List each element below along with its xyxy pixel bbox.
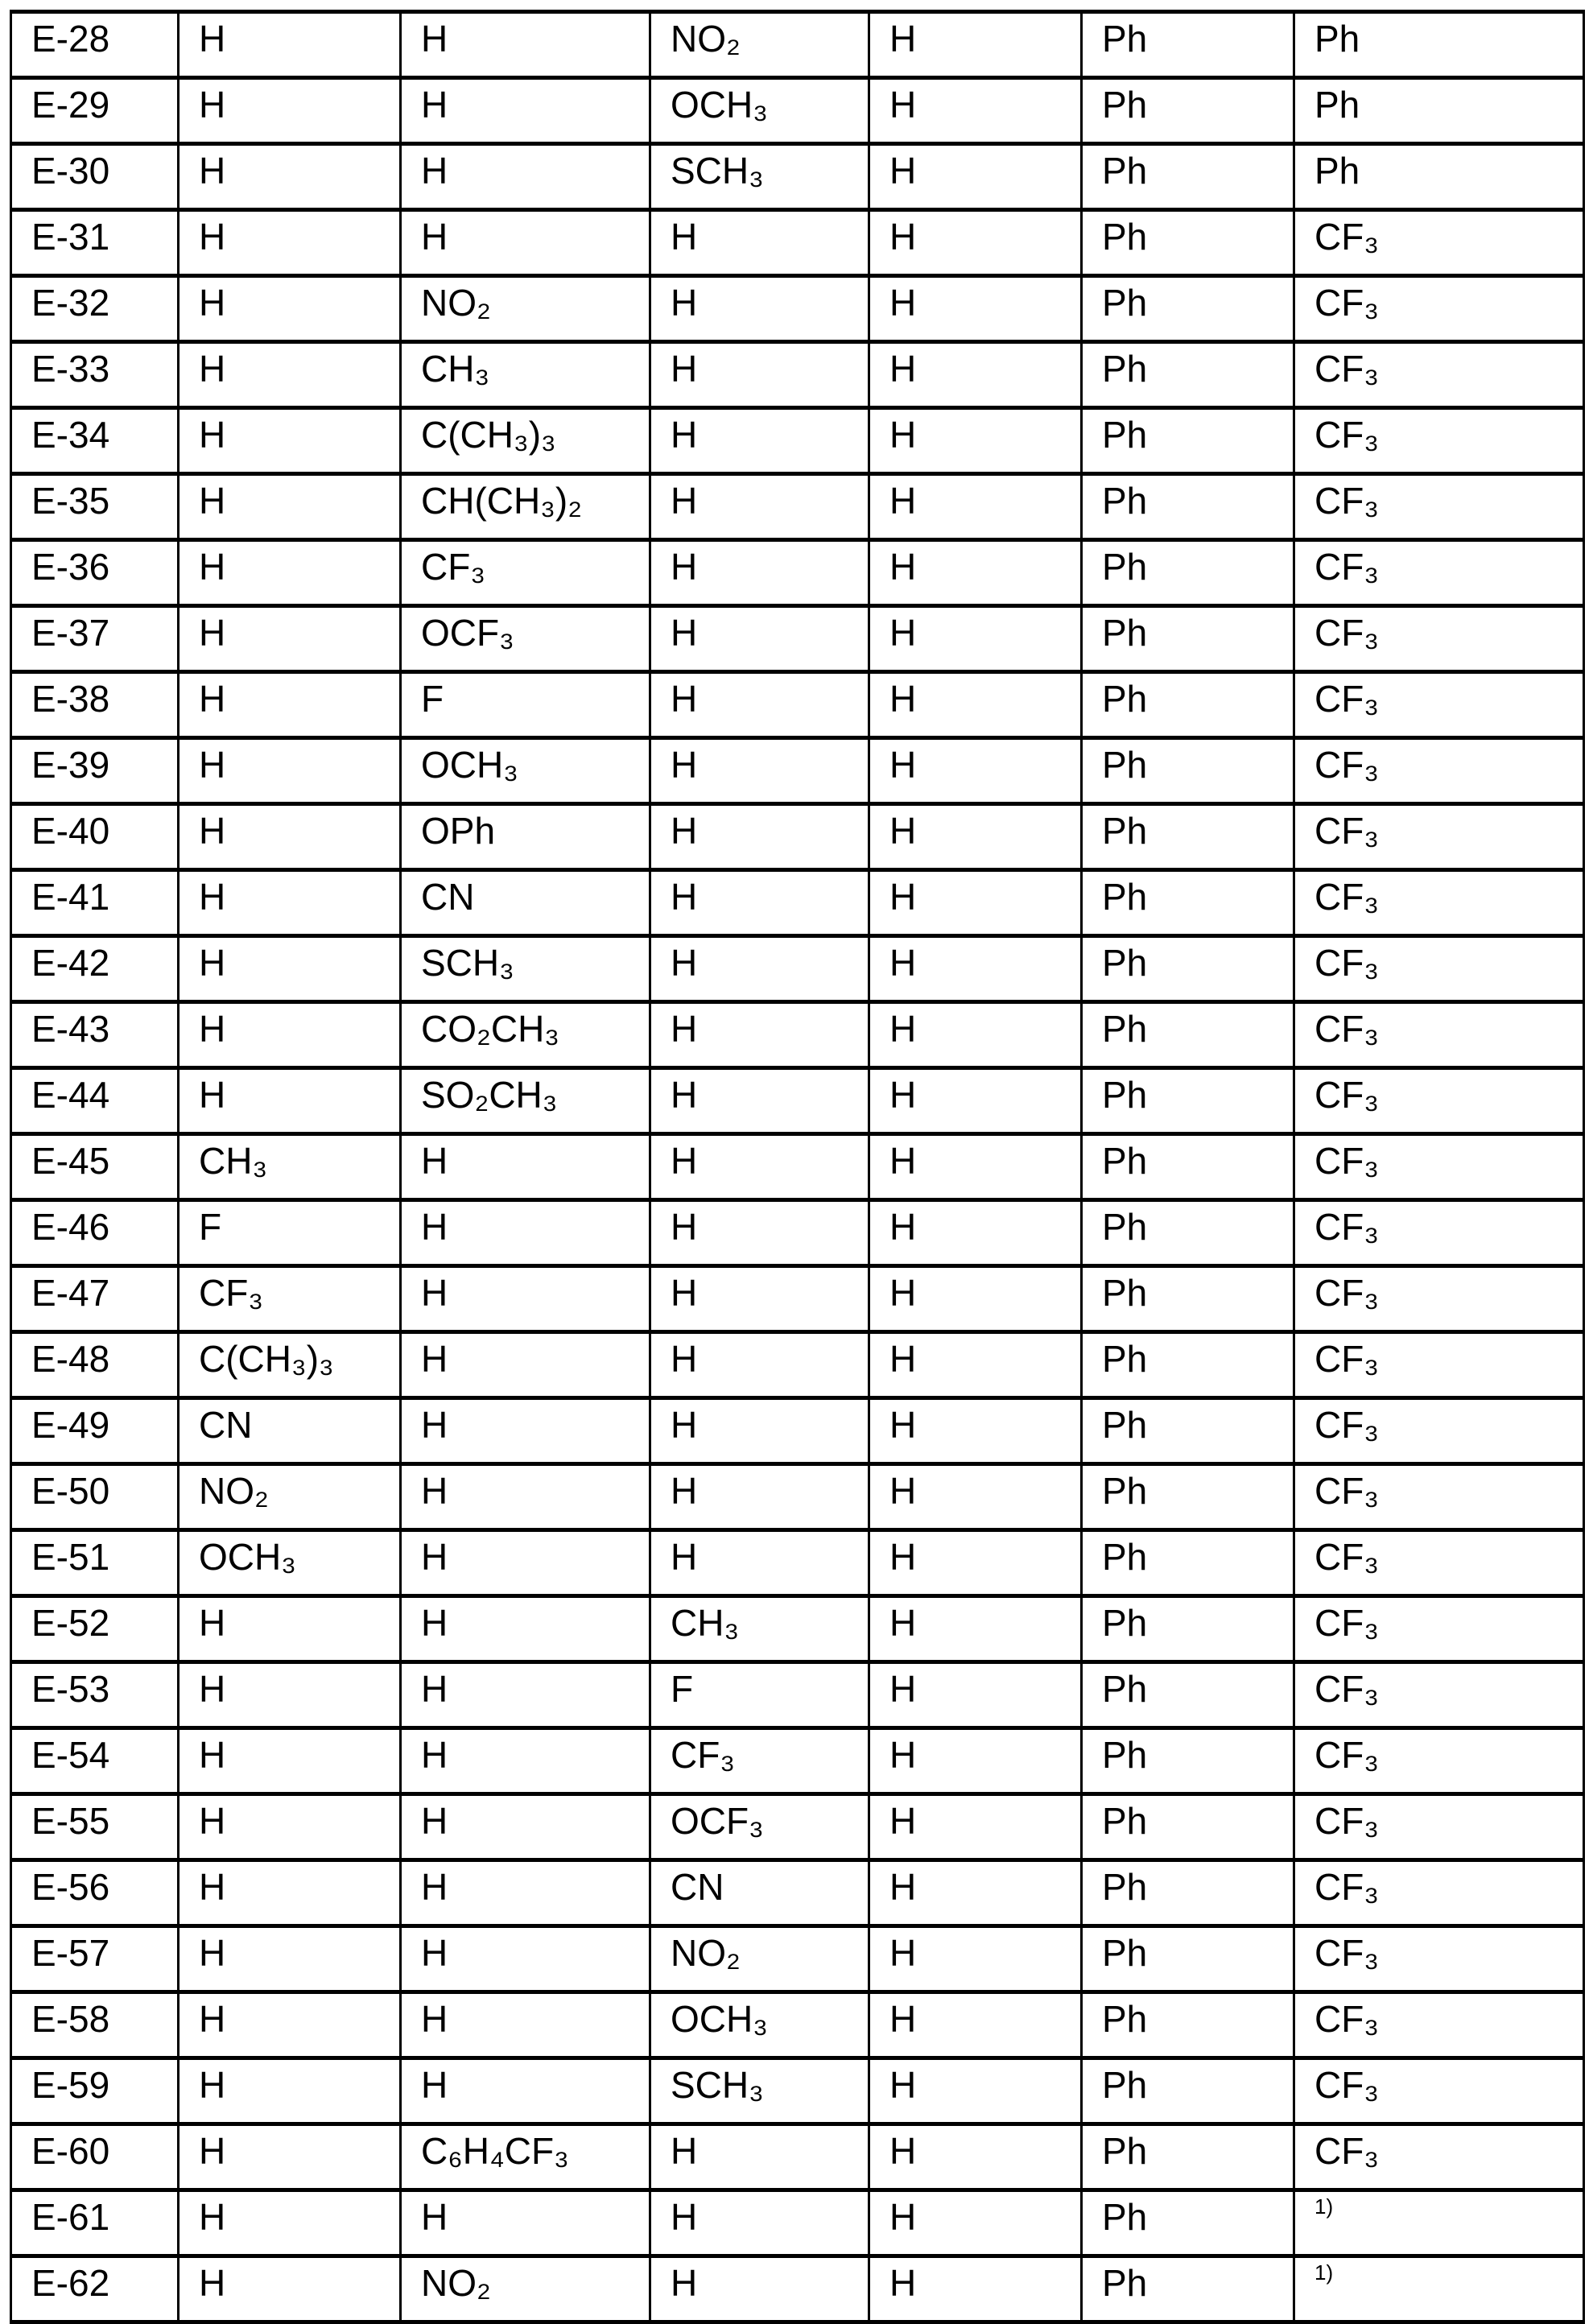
table-row bbox=[11, 1266, 1584, 1332]
substituent-cell-col5: H bbox=[869, 1860, 1082, 1926]
table-row bbox=[11, 1596, 1584, 1662]
substituent-cell-col6: Ph bbox=[1082, 1332, 1294, 1398]
substituent-cell-col2: H bbox=[179, 606, 401, 672]
compound-id-cell: E-52 bbox=[11, 1596, 179, 1662]
table-row bbox=[11, 2256, 1584, 2322]
substituent-cell-col6: Ph bbox=[1082, 738, 1294, 804]
compound-id-cell: E-31 bbox=[11, 210, 179, 276]
substituent-cell-col2: C(CH₃)₃ bbox=[179, 1332, 401, 1398]
table-row bbox=[11, 342, 1584, 408]
substituent-cell-col5: H bbox=[869, 1662, 1082, 1728]
substituent-cell-col3: H bbox=[401, 2190, 650, 2256]
compound-id-cell: E-60 bbox=[11, 2124, 179, 2190]
substituent-cell-col2: NO₂ bbox=[179, 1464, 401, 1530]
substituent-cell-col5: H bbox=[869, 474, 1082, 540]
substituent-cell-col6: Ph bbox=[1082, 342, 1294, 408]
compound-id-cell: E-46 bbox=[11, 1200, 179, 1266]
substituent-cell-col6: Ph bbox=[1082, 210, 1294, 276]
substituent-cell-col4: H bbox=[650, 276, 869, 342]
table-row bbox=[11, 2124, 1584, 2190]
substituent-cell-col3: H bbox=[401, 1134, 650, 1200]
substituent-cell-col5: H bbox=[869, 1926, 1082, 1992]
table-body bbox=[11, 12, 1584, 2322]
substituent-cell-col5: H bbox=[869, 2058, 1082, 2124]
substituent-cell-col5: H bbox=[869, 408, 1082, 474]
substituent-cell-col2: H bbox=[179, 672, 401, 738]
substituent-cell-col2: H bbox=[179, 2124, 401, 2190]
compound-id-cell: E-47 bbox=[11, 1266, 179, 1332]
compound-id-cell: E-42 bbox=[11, 936, 179, 1002]
substituent-cell-col7: CF₃ bbox=[1294, 1134, 1584, 1200]
substituent-cell-col4: NO₂ bbox=[650, 12, 869, 78]
substituent-cell-col5: H bbox=[869, 342, 1082, 408]
table-row bbox=[11, 1794, 1584, 1860]
table-row bbox=[11, 1662, 1584, 1728]
table-row bbox=[11, 936, 1584, 1002]
compound-id-cell: E-43 bbox=[11, 1002, 179, 1068]
substituent-cell-col7: Ph bbox=[1294, 144, 1584, 210]
substituent-cell-col2: H bbox=[179, 408, 401, 474]
substituent-cell-col5: H bbox=[869, 78, 1082, 144]
compound-id-cell: E-36 bbox=[11, 540, 179, 606]
substituent-cell-col6: Ph bbox=[1082, 936, 1294, 1002]
substituent-cell-col3: H bbox=[401, 1860, 650, 1926]
substituent-cell-col6: Ph bbox=[1082, 1134, 1294, 1200]
table-row bbox=[11, 144, 1584, 210]
substituent-cell-col4: H bbox=[650, 606, 869, 672]
substituent-cell-col6: Ph bbox=[1082, 606, 1294, 672]
substituent-cell-col5: H bbox=[869, 1134, 1082, 1200]
compound-id-cell: E-35 bbox=[11, 474, 179, 540]
compound-id-cell: E-38 bbox=[11, 672, 179, 738]
substituent-cell-col6: Ph bbox=[1082, 1530, 1294, 1596]
substituent-cell-col2: H bbox=[179, 474, 401, 540]
substituent-cell-col7: CF₃ bbox=[1294, 1662, 1584, 1728]
substituent-cell-col7: CF₃ bbox=[1294, 1266, 1584, 1332]
substituent-cell-col6: Ph bbox=[1082, 1266, 1294, 1332]
table-row bbox=[11, 1992, 1584, 2058]
substituent-cell-col2: H bbox=[179, 2190, 401, 2256]
table-row bbox=[11, 540, 1584, 606]
substituent-cell-col7: CF₃ bbox=[1294, 1596, 1584, 1662]
substituent-cell-col4: NO₂ bbox=[650, 1926, 869, 1992]
substituent-cell-col5: H bbox=[869, 2190, 1082, 2256]
substituent-cell-col5: H bbox=[869, 672, 1082, 738]
substituent-cell-col7: CF₃ bbox=[1294, 606, 1584, 672]
substituent-cell-col7: CF₃ bbox=[1294, 1530, 1584, 1596]
substituent-cell-col5: H bbox=[869, 804, 1082, 870]
substituent-cell-col5: H bbox=[869, 870, 1082, 936]
substituent-cell-col2: OCH₃ bbox=[179, 1530, 401, 1596]
substituent-cell-col7: CF₃ bbox=[1294, 540, 1584, 606]
substituent-cell-col3: H bbox=[401, 1200, 650, 1266]
table-row bbox=[11, 210, 1584, 276]
substituent-cell-col6: Ph bbox=[1082, 1926, 1294, 1992]
substituent-cell-col5: H bbox=[869, 1992, 1082, 2058]
substituent-cell-col4: H bbox=[650, 804, 869, 870]
substituent-cell-col7: CF₃ bbox=[1294, 1926, 1584, 1992]
table-row bbox=[11, 276, 1584, 342]
substituent-cell-col2: H bbox=[179, 1926, 401, 1992]
substituent-cell-col7: CF₃ bbox=[1294, 1794, 1584, 1860]
substituent-cell-col2: H bbox=[179, 1728, 401, 1794]
substituent-cell-col2: H bbox=[179, 12, 401, 78]
substituent-cell-col6: Ph bbox=[1082, 2190, 1294, 2256]
substituent-cell-col3: H bbox=[401, 12, 650, 78]
substituent-cell-col7: 1) bbox=[1294, 2256, 1584, 2322]
substituent-cell-col2: H bbox=[179, 144, 401, 210]
substituent-cell-col6: Ph bbox=[1082, 540, 1294, 606]
table-row bbox=[11, 474, 1584, 540]
substituent-cell-col7: CF₃ bbox=[1294, 936, 1584, 1002]
substituent-cell-col6: Ph bbox=[1082, 1464, 1294, 1530]
substituent-cell-col7: CF₃ bbox=[1294, 474, 1584, 540]
table-row bbox=[11, 1332, 1584, 1398]
compound-id-cell: E-41 bbox=[11, 870, 179, 936]
substituent-cell-col3: H bbox=[401, 1464, 650, 1530]
substituent-cell-col3: NO₂ bbox=[401, 276, 650, 342]
substituent-cell-col3: H bbox=[401, 1926, 650, 1992]
substituent-cell-col4: H bbox=[650, 1266, 869, 1332]
substituent-cell-col3: SO₂CH₃ bbox=[401, 1068, 650, 1134]
substituent-cell-col6: Ph bbox=[1082, 804, 1294, 870]
table-row bbox=[11, 12, 1584, 78]
substituent-cell-col7: CF₃ bbox=[1294, 2058, 1584, 2124]
table-row bbox=[11, 870, 1584, 936]
substituent-cell-col2: H bbox=[179, 342, 401, 408]
substituent-cell-col6: Ph bbox=[1082, 2256, 1294, 2322]
compound-id-cell: E-54 bbox=[11, 1728, 179, 1794]
substituent-cell-col7: CF₃ bbox=[1294, 1728, 1584, 1794]
substituent-cell-col7: CF₃ bbox=[1294, 1002, 1584, 1068]
substituent-cell-col7: CF₃ bbox=[1294, 1068, 1584, 1134]
substituent-cell-col5: H bbox=[869, 1794, 1082, 1860]
substituent-cell-col2: H bbox=[179, 870, 401, 936]
substituent-cell-col6: Ph bbox=[1082, 1596, 1294, 1662]
compound-id-cell: E-29 bbox=[11, 78, 179, 144]
substituent-cell-col5: H bbox=[869, 2124, 1082, 2190]
substituent-cell-col2: H bbox=[179, 1068, 401, 1134]
table-row bbox=[11, 1464, 1584, 1530]
compound-id-cell: E-33 bbox=[11, 342, 179, 408]
substituent-cell-col2: H bbox=[179, 804, 401, 870]
table-row bbox=[11, 2190, 1584, 2256]
substituent-cell-col7: CF₃ bbox=[1294, 1464, 1584, 1530]
substituent-cell-col4: SCH₃ bbox=[650, 2058, 869, 2124]
substituent-cell-col6: Ph bbox=[1082, 276, 1294, 342]
substituent-cell-col2: CN bbox=[179, 1398, 401, 1464]
substituent-cell-col6: Ph bbox=[1082, 408, 1294, 474]
substituent-cell-col5: H bbox=[869, 2256, 1082, 2322]
compound-id-cell: E-62 bbox=[11, 2256, 179, 2322]
substituent-cell-col7: CF₃ bbox=[1294, 1332, 1584, 1398]
compound-id-cell: E-53 bbox=[11, 1662, 179, 1728]
substituent-cell-col6: Ph bbox=[1082, 870, 1294, 936]
table-row bbox=[11, 1926, 1584, 1992]
substituent-cell-col6: Ph bbox=[1082, 12, 1294, 78]
substituent-cell-col2: H bbox=[179, 1662, 401, 1728]
substituent-cell-col4: H bbox=[650, 2256, 869, 2322]
substituent-cell-col7: CF₃ bbox=[1294, 804, 1584, 870]
compound-id-cell: E-28 bbox=[11, 12, 179, 78]
substituent-cell-col2: CF₃ bbox=[179, 1266, 401, 1332]
compound-id-cell: E-57 bbox=[11, 1926, 179, 1992]
substituent-cell-col6: Ph bbox=[1082, 672, 1294, 738]
substituent-cell-col7: CF₃ bbox=[1294, 2124, 1584, 2190]
compound-id-cell: E-55 bbox=[11, 1794, 179, 1860]
substituent-cell-col4: H bbox=[650, 1530, 869, 1596]
substituent-cell-col4: H bbox=[650, 1332, 869, 1398]
substituent-cell-col7: CF₃ bbox=[1294, 1200, 1584, 1266]
substituent-cell-col3: H bbox=[401, 1728, 650, 1794]
substituent-cell-col3: OPh bbox=[401, 804, 650, 870]
substituent-cell-col3: F bbox=[401, 672, 650, 738]
substituent-cell-col4: H bbox=[650, 540, 869, 606]
substituent-cell-col3: SCH₃ bbox=[401, 936, 650, 1002]
substituent-cell-col4: H bbox=[650, 2190, 869, 2256]
substituent-cell-col5: H bbox=[869, 738, 1082, 804]
substituent-cell-col3: H bbox=[401, 1662, 650, 1728]
compound-id-cell: E-37 bbox=[11, 606, 179, 672]
substituent-cell-col5: H bbox=[869, 1002, 1082, 1068]
substituent-cell-col3: C₆H₄CF₃ bbox=[401, 2124, 650, 2190]
substituent-cell-col5: H bbox=[869, 606, 1082, 672]
substituent-cell-col4: H bbox=[650, 1068, 869, 1134]
substituent-cell-col7: CF₃ bbox=[1294, 672, 1584, 738]
substituent-cell-col2: H bbox=[179, 210, 401, 276]
substituent-cell-col4: H bbox=[650, 408, 869, 474]
substituent-cell-col4: CF₃ bbox=[650, 1728, 869, 1794]
substituent-cell-col4: H bbox=[650, 1200, 869, 1266]
substituent-cell-col3: C(CH₃)₃ bbox=[401, 408, 650, 474]
substituent-cell-col5: H bbox=[869, 1530, 1082, 1596]
substituent-cell-col7: CF₃ bbox=[1294, 276, 1584, 342]
substituent-cell-col3: CF₃ bbox=[401, 540, 650, 606]
substituent-cell-col4: H bbox=[650, 738, 869, 804]
compound-id-cell: E-44 bbox=[11, 1068, 179, 1134]
substituent-cell-col5: H bbox=[869, 540, 1082, 606]
substituent-cell-col2: H bbox=[179, 1596, 401, 1662]
compound-id-cell: E-50 bbox=[11, 1464, 179, 1530]
substituent-cell-col4: OCF₃ bbox=[650, 1794, 869, 1860]
table-row bbox=[11, 1068, 1584, 1134]
substituent-cell-col3: H bbox=[401, 144, 650, 210]
substituent-cell-col7: CF₃ bbox=[1294, 210, 1584, 276]
substituent-cell-col6: Ph bbox=[1082, 2124, 1294, 2190]
substituent-cell-col3: H bbox=[401, 1332, 650, 1398]
substituent-cell-col4: H bbox=[650, 936, 869, 1002]
substituent-cell-col5: H bbox=[869, 12, 1082, 78]
substituent-cell-col4: OCH₃ bbox=[650, 78, 869, 144]
compound-id-cell: E-32 bbox=[11, 276, 179, 342]
substituent-cell-col5: H bbox=[869, 210, 1082, 276]
substituent-cell-col3: CN bbox=[401, 870, 650, 936]
substituent-cell-col3: CH₃ bbox=[401, 342, 650, 408]
compound-id-cell: E-58 bbox=[11, 1992, 179, 2058]
substituent-cell-col5: H bbox=[869, 1728, 1082, 1794]
table-row bbox=[11, 672, 1584, 738]
substituent-cell-col6: Ph bbox=[1082, 1662, 1294, 1728]
table-row bbox=[11, 1530, 1584, 1596]
substituent-cell-col3: NO₂ bbox=[401, 2256, 650, 2322]
substituent-cell-col3: H bbox=[401, 2058, 650, 2124]
substituent-cell-col4: H bbox=[650, 1134, 869, 1200]
substituent-cell-col4: H bbox=[650, 1464, 869, 1530]
table-row bbox=[11, 78, 1584, 144]
substituent-cell-col6: Ph bbox=[1082, 78, 1294, 144]
substituent-cell-col7: 1) bbox=[1294, 2190, 1584, 2256]
substituent-cell-col7: Ph bbox=[1294, 12, 1584, 78]
substituent-cell-col2: H bbox=[179, 1860, 401, 1926]
compound-id-cell: E-48 bbox=[11, 1332, 179, 1398]
substituent-cell-col4: F bbox=[650, 1662, 869, 1728]
table-row bbox=[11, 1860, 1584, 1926]
substituent-cell-col2: CH₃ bbox=[179, 1134, 401, 1200]
substituent-cell-col6: Ph bbox=[1082, 144, 1294, 210]
substituent-cell-col4: H bbox=[650, 474, 869, 540]
compound-id-cell: E-39 bbox=[11, 738, 179, 804]
table-row bbox=[11, 1134, 1584, 1200]
table-row bbox=[11, 804, 1584, 870]
table-row bbox=[11, 408, 1584, 474]
substituent-cell-col4: OCH₃ bbox=[650, 1992, 869, 2058]
substituent-cell-col2: F bbox=[179, 1200, 401, 1266]
substituent-cell-col3: H bbox=[401, 210, 650, 276]
substituent-cell-col3: OCF₃ bbox=[401, 606, 650, 672]
substituent-cell-col4: SCH₃ bbox=[650, 144, 869, 210]
substituent-cell-col4: H bbox=[650, 342, 869, 408]
substituent-cell-col6: Ph bbox=[1082, 1860, 1294, 1926]
substituent-cell-col5: H bbox=[869, 1200, 1082, 1266]
substituent-cell-col6: Ph bbox=[1082, 1002, 1294, 1068]
table-row bbox=[11, 1200, 1584, 1266]
substituent-cell-col6: Ph bbox=[1082, 1398, 1294, 1464]
substituent-cell-col7: CF₃ bbox=[1294, 342, 1584, 408]
substituent-cell-col2: H bbox=[179, 1992, 401, 2058]
substituent-cell-col7: Ph bbox=[1294, 78, 1584, 144]
compound-id-cell: E-56 bbox=[11, 1860, 179, 1926]
compound-id-cell: E-59 bbox=[11, 2058, 179, 2124]
substituent-cell-col5: H bbox=[869, 1596, 1082, 1662]
substituent-cell-col3: H bbox=[401, 1530, 650, 1596]
substituent-cell-col3: H bbox=[401, 78, 650, 144]
compound-id-cell: E-34 bbox=[11, 408, 179, 474]
substituent-cell-col7: CF₃ bbox=[1294, 1992, 1584, 2058]
substituent-cell-col3: H bbox=[401, 1794, 650, 1860]
substituent-cell-col6: Ph bbox=[1082, 1728, 1294, 1794]
substituent-cell-col4: CN bbox=[650, 1860, 869, 1926]
substituent-cell-col6: Ph bbox=[1082, 1992, 1294, 2058]
substituent-cell-col4: H bbox=[650, 2124, 869, 2190]
substituent-cell-col6: Ph bbox=[1082, 474, 1294, 540]
substituent-cell-col5: H bbox=[869, 1266, 1082, 1332]
substituent-cell-col2: H bbox=[179, 936, 401, 1002]
substituent-cell-col5: H bbox=[869, 276, 1082, 342]
substituent-cell-col5: H bbox=[869, 1068, 1082, 1134]
substituent-cell-col5: H bbox=[869, 1398, 1082, 1464]
substituent-cell-col3: H bbox=[401, 1992, 650, 2058]
substituent-cell-col6: Ph bbox=[1082, 1794, 1294, 1860]
compound-id-cell: E-61 bbox=[11, 2190, 179, 2256]
substituent-cell-col3: H bbox=[401, 1398, 650, 1464]
substituent-cell-col4: H bbox=[650, 210, 869, 276]
compound-table bbox=[10, 10, 1585, 2324]
substituent-cell-col2: H bbox=[179, 1794, 401, 1860]
substituent-cell-col7: CF₃ bbox=[1294, 1398, 1584, 1464]
table-row bbox=[11, 1002, 1584, 1068]
substituent-cell-col7: CF₃ bbox=[1294, 408, 1584, 474]
substituent-cell-col5: H bbox=[869, 1464, 1082, 1530]
substituent-cell-col4: H bbox=[650, 870, 869, 936]
substituent-cell-col7: CF₃ bbox=[1294, 738, 1584, 804]
substituent-cell-col5: H bbox=[869, 1332, 1082, 1398]
substituent-cell-col6: Ph bbox=[1082, 1068, 1294, 1134]
substituent-cell-col4: H bbox=[650, 1398, 869, 1464]
table-row bbox=[11, 1398, 1584, 1464]
substituent-cell-col3: H bbox=[401, 1266, 650, 1332]
substituent-cell-col5: H bbox=[869, 144, 1082, 210]
substituent-cell-col2: H bbox=[179, 78, 401, 144]
table-row bbox=[11, 606, 1584, 672]
substituent-cell-col4: H bbox=[650, 1002, 869, 1068]
substituent-cell-col7: CF₃ bbox=[1294, 1860, 1584, 1926]
substituent-cell-col2: H bbox=[179, 2058, 401, 2124]
substituent-cell-col3: H bbox=[401, 1596, 650, 1662]
compound-id-cell: E-45 bbox=[11, 1134, 179, 1200]
substituent-cell-col6: Ph bbox=[1082, 2058, 1294, 2124]
substituent-cell-col3: CO₂CH₃ bbox=[401, 1002, 650, 1068]
table-row bbox=[11, 1728, 1584, 1794]
substituent-cell-col6: Ph bbox=[1082, 1200, 1294, 1266]
compound-id-cell: E-40 bbox=[11, 804, 179, 870]
substituent-cell-col7: CF₃ bbox=[1294, 870, 1584, 936]
compound-id-cell: E-49 bbox=[11, 1398, 179, 1464]
substituent-cell-col3: CH(CH₃)₂ bbox=[401, 474, 650, 540]
substituent-cell-col2: H bbox=[179, 1002, 401, 1068]
substituent-cell-col2: H bbox=[179, 2256, 401, 2322]
substituent-cell-col2: H bbox=[179, 276, 401, 342]
substituent-cell-col3: OCH₃ bbox=[401, 738, 650, 804]
table-row bbox=[11, 2058, 1584, 2124]
substituent-cell-col2: H bbox=[179, 738, 401, 804]
substituent-cell-col4: H bbox=[650, 672, 869, 738]
compound-id-cell: E-30 bbox=[11, 144, 179, 210]
substituent-cell-col4: CH₃ bbox=[650, 1596, 869, 1662]
table-row bbox=[11, 738, 1584, 804]
compound-id-cell: E-51 bbox=[11, 1530, 179, 1596]
substituent-cell-col5: H bbox=[869, 936, 1082, 1002]
substituent-cell-col2: H bbox=[179, 540, 401, 606]
